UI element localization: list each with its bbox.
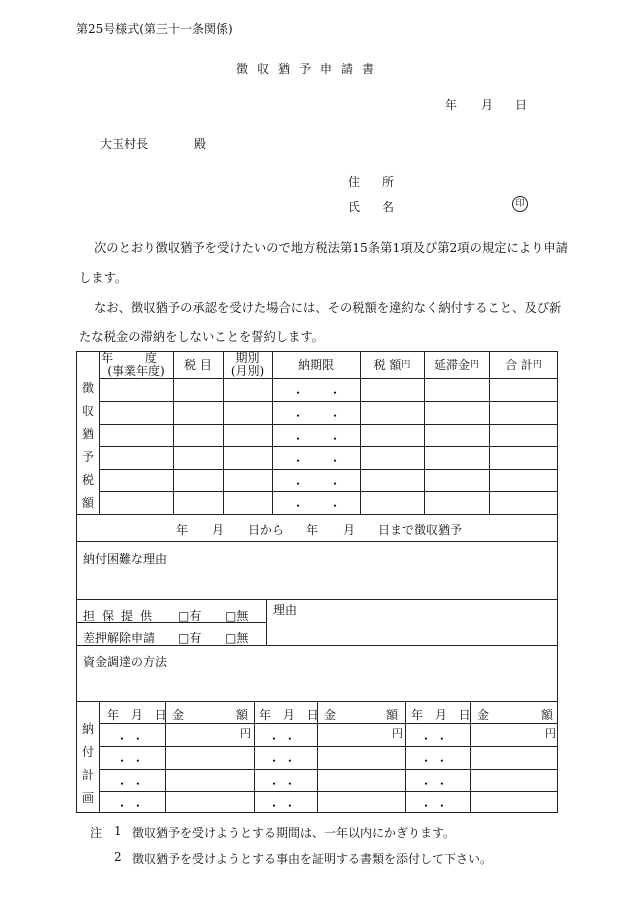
- form-label: 第25号様式(第三十一条関係): [76, 22, 233, 36]
- due-dot: ・: [292, 499, 305, 513]
- seizure-label: 差押解除申請: [83, 631, 156, 645]
- date-month: 月: [481, 98, 494, 112]
- para2-line1: なお、徴収猶予の承認を受けた場合には、その税額を違約なく納付すること、及び新: [94, 301, 562, 315]
- due-dot: ・: [292, 409, 305, 423]
- reason-label: 納付困難な理由: [83, 552, 168, 566]
- period-until: 日まで徴収猶予: [378, 523, 463, 537]
- due-dot: ・: [329, 477, 342, 491]
- plan-date-dots: ・ ・: [116, 799, 144, 813]
- plan-date-dots: ・ ・: [116, 754, 144, 768]
- period-month1: 月: [212, 523, 225, 537]
- plan-date-dots: ・ ・: [268, 732, 296, 746]
- col-div: [254, 701, 255, 813]
- header-total: [489, 352, 558, 378]
- yen-unit: 円: [545, 727, 556, 740]
- due-dot: ・: [292, 386, 305, 400]
- plan-date-header: 年 月 日: [107, 708, 171, 722]
- yen-unit: 円: [470, 359, 480, 370]
- page-title: 徴収猶予申請書: [236, 62, 384, 76]
- plan-amount-header-b: 額: [541, 708, 554, 722]
- header-year: [99, 352, 173, 378]
- yen-unit: 円: [240, 727, 251, 740]
- plan-side-label: 納付計画: [81, 722, 94, 805]
- addressee-honorific: 殿: [194, 137, 207, 151]
- plan-amount-header-a: 金: [172, 708, 185, 722]
- note-2-num: 2: [114, 850, 122, 864]
- yen-unit: 円: [532, 359, 542, 370]
- row-line: [99, 769, 558, 770]
- col-div: [266, 599, 267, 645]
- plan-date-dots: ・ ・: [268, 754, 296, 768]
- plan-amount-header-b: 額: [386, 708, 399, 722]
- plan-date-dots: ・ ・: [268, 799, 296, 813]
- due-dot: ・: [329, 454, 342, 468]
- para2-line2: たな税金の滞納をしないことを誓約します。: [79, 330, 324, 344]
- row-line: [99, 469, 558, 470]
- period-year2: 年: [306, 523, 319, 537]
- collateral-no-checkbox[interactable]: □無: [225, 609, 249, 623]
- plan-date-dots: ・ ・: [116, 732, 144, 746]
- col-div: [405, 701, 406, 813]
- notes-prefix: 注: [90, 826, 103, 840]
- row-line: [76, 514, 558, 515]
- header-arrears: [424, 352, 489, 378]
- date-year: 年: [445, 98, 458, 112]
- collateral-label: 担保提供: [83, 609, 160, 623]
- period-year1: 年: [176, 523, 189, 537]
- row-line: [99, 378, 558, 379]
- due-dot: ・: [292, 477, 305, 491]
- plan-amount-header-a: 金: [324, 708, 337, 722]
- header-period-top: 期別: [235, 351, 260, 365]
- header-period: [223, 352, 272, 378]
- period-from: 日から: [248, 523, 285, 537]
- seizure-no-checkbox[interactable]: □無: [225, 631, 249, 645]
- row-line: [99, 791, 558, 792]
- header-item: 税 目: [184, 357, 212, 372]
- para1-line2: します。: [79, 271, 128, 285]
- row-line: [76, 599, 558, 600]
- addressee-name: 大玉村長: [100, 137, 149, 151]
- row-line: [99, 746, 558, 747]
- plan-date-header: 年 月 日: [259, 708, 323, 722]
- yen-unit: 円: [392, 727, 403, 740]
- due-dot: ・: [292, 454, 305, 468]
- plan-date-dots: ・ ・: [420, 732, 448, 746]
- plan-date-header: 年 月 日: [411, 708, 475, 722]
- due-dot: ・: [329, 499, 342, 513]
- tax-side-label: 徴収猶予税額: [81, 381, 94, 510]
- due-dot: ・: [329, 432, 342, 446]
- header-total-label: 合 計: [505, 357, 533, 372]
- header-year-top: 年 度: [101, 351, 171, 365]
- header-due: 納期限: [297, 357, 334, 372]
- row-line: [99, 401, 558, 402]
- name-label: 氏名: [348, 200, 417, 214]
- collateral-reason-label: 理由: [273, 603, 298, 617]
- date-day: 日: [515, 98, 528, 112]
- period-month2: 月: [343, 523, 356, 537]
- plan-side-divider: [99, 701, 100, 813]
- header-year-bottom: (事業年度): [107, 364, 165, 378]
- plan-date-dots: ・ ・: [420, 754, 448, 768]
- plan-date-dots: ・ ・: [116, 777, 144, 791]
- row-line: [76, 541, 558, 542]
- funding-label: 資金調達の方法: [83, 655, 168, 669]
- header-arrears-label: 延滞金: [433, 357, 470, 372]
- due-dot: ・: [329, 386, 342, 400]
- seal-mark: 印: [512, 196, 528, 212]
- header-period-bottom: (月別): [230, 364, 265, 378]
- plan-amount-header-b: 額: [236, 708, 249, 722]
- due-dot: ・: [292, 432, 305, 446]
- address-label: 住所: [348, 175, 417, 189]
- row-line: [76, 622, 266, 623]
- plan-date-dots: ・ ・: [268, 777, 296, 791]
- note-1-num: 1: [114, 824, 122, 838]
- seizure-yes-checkbox[interactable]: □有: [178, 631, 202, 645]
- header-tax-amount: [360, 352, 424, 378]
- plan-date-dots: ・ ・: [420, 799, 448, 813]
- collateral-yes-checkbox[interactable]: □有: [178, 609, 202, 623]
- row-line: [76, 645, 558, 646]
- header-tax-amount-label: 税 額: [373, 357, 402, 372]
- para1-line1: 次のとおり徴収猶予を受けたいので地方税法第15条第1項及び第2項の規定により申請: [94, 241, 568, 255]
- row-line: [99, 723, 558, 724]
- row-line: [99, 424, 558, 425]
- plan-date-dots: ・ ・: [420, 777, 448, 791]
- note-1-text: 徴収猶予を受けようとする期間は、一年以内にかぎります。: [132, 826, 456, 840]
- plan-amount-header-a: 金: [477, 708, 490, 722]
- due-dot: ・: [329, 409, 342, 423]
- yen-unit: 円: [401, 359, 411, 370]
- note-2-text: 徴収猶予を受けようとする事由を証明する書類を添付して下さい。: [132, 852, 493, 866]
